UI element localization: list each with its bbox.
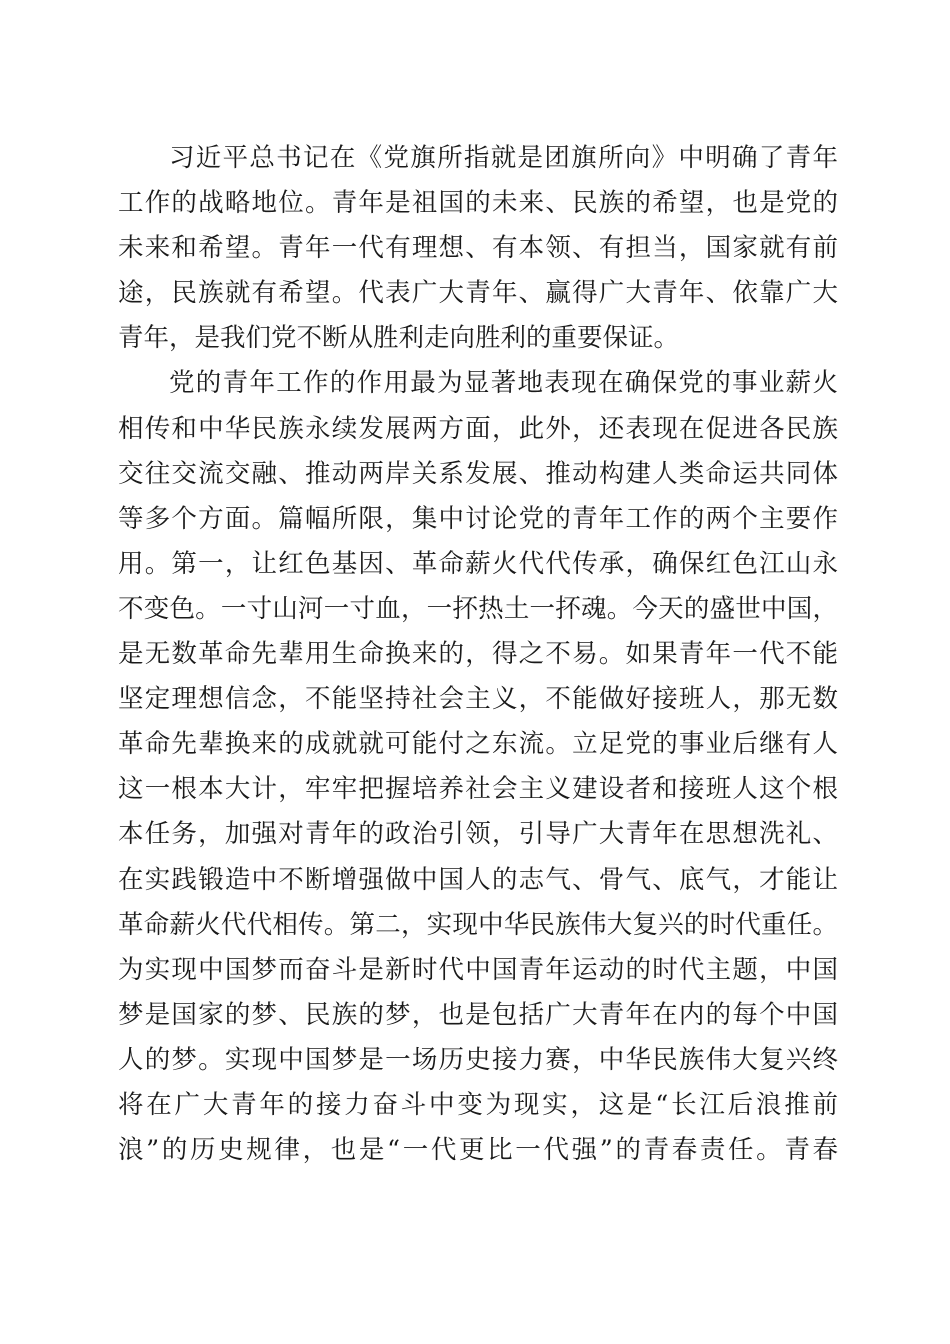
text-line: 交往交流交融、推动两岸关系发展、推动构建人类命运共同体 (118, 458, 838, 489)
text-line: 在实践锻造中不断增强做中国人的志气、骨气、底气，才能让 (118, 864, 838, 895)
text-line: 不变色。一寸山河一寸血，一抔热土一抔魂。今天的盛世中国， (118, 593, 838, 624)
text-line: 将在广大青年的接力奋斗中变为现实，这是“长江后浪推前 (118, 1089, 838, 1120)
text-line: 革命先辈换来的成就就可能付之东流。立足党的事业后继有人 (118, 729, 838, 760)
text-line: 梦是国家的梦、民族的梦，也是包括广大青年在内的每个中国 (118, 999, 838, 1030)
text-line: 人的梦。实现中国梦是一场历史接力赛，中华民族伟大复兴终 (118, 1044, 838, 1075)
text-line: 本任务，加强对青年的政治引领，引导广大青年在思想洗礼、 (118, 819, 838, 850)
text-line: 青年，是我们党不断从胜利走向胜利的重要保证。 (118, 323, 680, 354)
text-line: 等多个方面。篇幅所限，集中讨论党的青年工作的两个主要作 (118, 503, 838, 534)
text-line: 为实现中国梦而奋斗是新时代中国青年运动的时代主题，中国 (118, 954, 838, 985)
text-line: 用。第一，让红色基因、革命薪火代代传承，确保红色江山永 (118, 548, 838, 579)
text-line: 途，民族就有希望。代表广大青年、赢得广大青年、依靠广大 (118, 278, 838, 309)
text-line: 浪”的历史规律，也是“一代更比一代强”的青春责任。青春 (118, 1135, 838, 1166)
document-body (118, 136, 838, 1173)
text-line: 相传和中华民族永续发展两方面，此外，还表现在促进各民族 (118, 413, 838, 444)
text-line: 坚定理想信念，不能坚持社会主义，不能做好接班人，那无数 (118, 684, 838, 715)
text-line: 革命薪火代代相传。第二，实现中华民族伟大复兴的时代重任。 (118, 909, 838, 940)
text-line: 习近平总书记在《党旗所指就是团旗所向》中明确了青年 (169, 143, 838, 173)
text-line: 未来和希望。青年一代有理想、有本领、有担当，国家就有前 (118, 233, 838, 264)
text-line: 是无数革命先辈用生命换来的，得之不易。如果青年一代不能 (118, 639, 838, 670)
text-line: 党的青年工作的作用最为显著地表现在确保党的事业薪火 (169, 368, 838, 399)
paragraph (118, 136, 838, 361)
text-line: 这一根本大计，牢牢把握培养社会主义建设者和接班人这个根 (118, 774, 838, 805)
paragraph (118, 361, 838, 1173)
text-line: 工作的战略地位。青年是祖国的未来、民族的希望，也是党的 (118, 188, 838, 219)
